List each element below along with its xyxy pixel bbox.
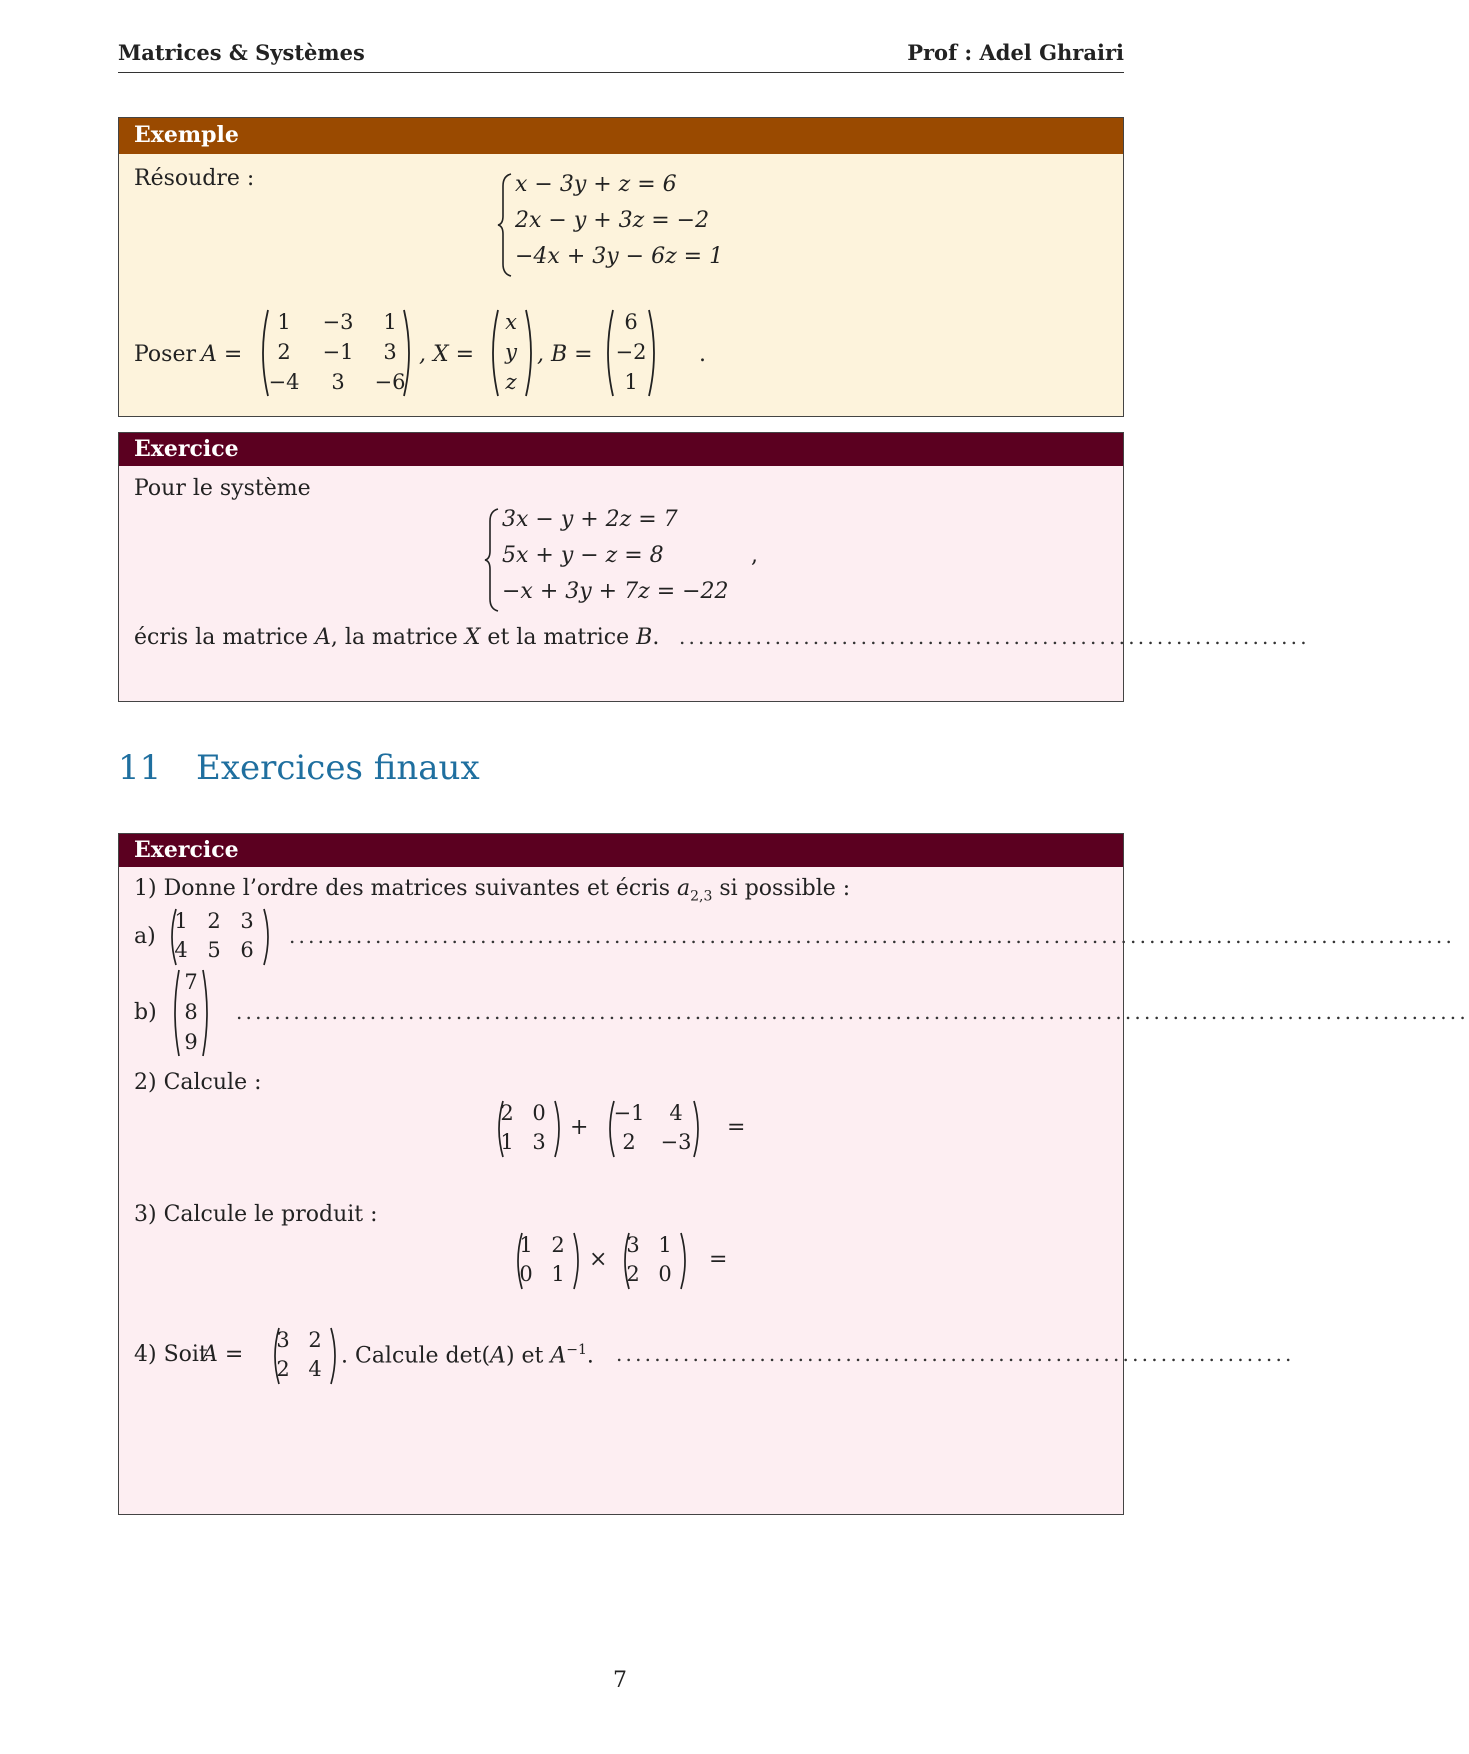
instruction-end: . — [652, 625, 660, 650]
q3-m1-cell: 1 — [519, 1233, 533, 1257]
right-paren — [262, 907, 274, 967]
exercice-title: Exercice — [119, 433, 1123, 466]
q2-m1-cell: 1 — [500, 1130, 514, 1154]
poser-label: Poser — [134, 342, 196, 367]
system-eq-3: −x + 3y + 7z = −22 — [502, 579, 729, 604]
system-eq-2: 5x + y − z = 8 — [502, 543, 664, 568]
q2-operator: + — [570, 1115, 589, 1140]
q2-m2-cell: −1 — [613, 1101, 645, 1125]
matrix-X-cell: z — [505, 370, 517, 394]
right-paren — [329, 1326, 341, 1386]
matrix-X-cell: y — [505, 340, 517, 364]
header-author: Prof : Adel Ghrairi — [907, 40, 1124, 65]
system-eq-2: 2x − y + 3z = −2 — [515, 208, 710, 233]
exercice-box-1 — [118, 432, 1310, 702]
exercice-box-2 — [118, 833, 1469, 1515]
system-comma: , — [751, 543, 758, 568]
q1-text: 1) Donne l’ordre des matrices suivantes et écris — [134, 876, 677, 901]
system-eq-1: 3x − y + 2z = 7 — [502, 507, 678, 532]
matrix-qa-cell: 4 — [174, 938, 188, 962]
q4-matrix — [269, 1326, 339, 1386]
qa-label: a) — [134, 924, 156, 949]
var-X: X — [464, 625, 481, 650]
matrix-A-cell: −4 — [268, 370, 300, 394]
qb-label: b) — [134, 1000, 157, 1025]
matrix-A-cell: −1 — [322, 340, 354, 364]
right-paren — [553, 1099, 565, 1159]
q4-A-label: A = — [202, 1342, 244, 1367]
matrix-qa-cell: 5 — [207, 938, 221, 962]
q3-m2-cell: 3 — [626, 1233, 640, 1257]
matrix-A-cell: 3 — [383, 340, 397, 364]
q4-end: . — [586, 1343, 594, 1369]
q1-subscript: 2,3 — [690, 888, 713, 905]
var-A: A — [315, 625, 331, 650]
q1-var: a — [676, 876, 691, 901]
q4-text — [341, 1342, 594, 1368]
matrix-A-cell: 2 — [277, 340, 291, 364]
exemple-end: . — [699, 342, 706, 367]
section-number: 11 — [118, 748, 162, 788]
matrix-qb-cell: 8 — [184, 1000, 198, 1024]
right-paren — [201, 968, 213, 1058]
B-label: , B = — [537, 342, 593, 367]
matrix-B — [601, 308, 661, 398]
q2-m2-cell: 4 — [669, 1101, 683, 1125]
answer-dots: ................................................................................................................................. — [236, 1000, 1469, 1024]
exercice-title: Exercice — [119, 834, 1123, 867]
matrix-A-cell: 3 — [331, 370, 345, 394]
q4-superscript: −1 — [566, 1342, 587, 1358]
q3-matrix-1 — [512, 1231, 582, 1291]
q3-m2-cell: 2 — [626, 1262, 640, 1286]
q2-matrix-2 — [604, 1099, 704, 1159]
exemple-box — [118, 117, 1124, 417]
answer-dots: .......................................................................................................................... — [289, 924, 1456, 948]
matrix-qa-cell: 2 — [207, 909, 221, 933]
instruction-text: écris la matrice — [134, 625, 316, 650]
q3-m1-cell: 2 — [551, 1233, 565, 1257]
system-brace — [497, 172, 513, 278]
matrix-A-cell: −6 — [374, 370, 406, 394]
q2-m2-cell: 2 — [622, 1130, 636, 1154]
matrix-B-cell: 6 — [624, 310, 638, 334]
exemple-title: Exemple — [119, 118, 1123, 154]
q4-matrix-cell: 4 — [308, 1357, 322, 1381]
matrix-A-cell: −3 — [322, 310, 354, 334]
q2-m1-cell: 2 — [500, 1101, 514, 1125]
matrix-qa-cell: 1 — [174, 909, 188, 933]
X-label: , X = — [419, 342, 475, 367]
q4-var-A2: A — [550, 1343, 567, 1369]
matrix-A-cell: 1 — [277, 310, 291, 334]
right-paren — [402, 308, 416, 398]
answer-dots: ....................................................................... — [616, 1342, 1295, 1366]
q4-matrix-cell: 3 — [276, 1328, 290, 1352]
matrix-A-cell: 1 — [383, 310, 397, 334]
q2-m1-cell: 0 — [532, 1101, 546, 1125]
q2-m2-cell: −3 — [660, 1130, 692, 1154]
q3-operator: × — [589, 1247, 608, 1272]
q2-matrix-1 — [493, 1099, 563, 1159]
matrix-A — [256, 308, 416, 398]
exercice1-instruction — [134, 625, 659, 650]
matrix-B-cell: 1 — [624, 370, 638, 394]
question-4-start: 4) Soit — [134, 1342, 208, 1367]
exemple-system — [497, 172, 757, 282]
var-B: B — [636, 625, 653, 650]
q3-m2-cell: 0 — [658, 1262, 672, 1286]
q4-var-A: A — [490, 1343, 506, 1369]
question-1 — [134, 876, 850, 904]
matrix-B-cell: −2 — [615, 340, 647, 364]
section-heading — [118, 748, 480, 788]
matrix-qb-cell: 9 — [184, 1030, 198, 1054]
matrix-qa — [166, 907, 276, 967]
page-header — [118, 38, 1124, 73]
matrix-X-cell: x — [505, 310, 517, 334]
right-paren — [647, 308, 661, 398]
instruction-text: et la matrice — [480, 625, 637, 650]
q3-matrix-2 — [619, 1231, 689, 1291]
q3-m2-cell: 1 — [658, 1233, 672, 1257]
right-paren — [572, 1231, 584, 1291]
q2-equals: = — [727, 1115, 746, 1140]
A-label: A = — [201, 342, 243, 367]
system-eq-1: x − 3y + z = 6 — [515, 172, 677, 197]
matrix-qb-cell: 7 — [184, 970, 198, 994]
exercice1-system — [484, 507, 764, 617]
q4-matrix-cell: 2 — [308, 1328, 322, 1352]
question-2: 2) Calcule : — [134, 1070, 262, 1095]
q4-matrix-cell: 2 — [276, 1357, 290, 1381]
exercice1-intro: Pour le système — [134, 476, 311, 501]
exemple-intro: Résoudre : — [134, 166, 255, 191]
q3-m1-cell: 1 — [551, 1262, 565, 1286]
right-paren — [679, 1231, 691, 1291]
answer-dots: .................................................................. — [679, 625, 1310, 649]
q3-m1-cell: 0 — [519, 1262, 533, 1286]
q3-equals: = — [709, 1247, 728, 1272]
matrix-qa-cell: 3 — [240, 909, 254, 933]
right-paren — [524, 308, 538, 398]
q1-end: si possible : — [712, 876, 851, 901]
question-3: 3) Calcule le produit : — [134, 1202, 378, 1227]
header-title: Matrices & Systèmes — [118, 40, 365, 65]
system-eq-3: −4x + 3y − 6z = 1 — [515, 244, 724, 269]
instruction-text: , la matrice — [330, 625, 465, 650]
matrix-qb — [169, 968, 213, 1058]
matrix-X — [486, 308, 536, 398]
q2-m1-cell: 3 — [532, 1130, 546, 1154]
right-paren — [692, 1099, 704, 1159]
matrix-qa-cell: 6 — [240, 938, 254, 962]
q4-text-1: . Calcule det( — [341, 1343, 491, 1369]
q4-text-2: ) et — [505, 1343, 551, 1369]
page-number: 7 — [613, 1668, 627, 1693]
system-brace — [484, 507, 500, 613]
section-title: Exercices finaux — [196, 748, 480, 788]
